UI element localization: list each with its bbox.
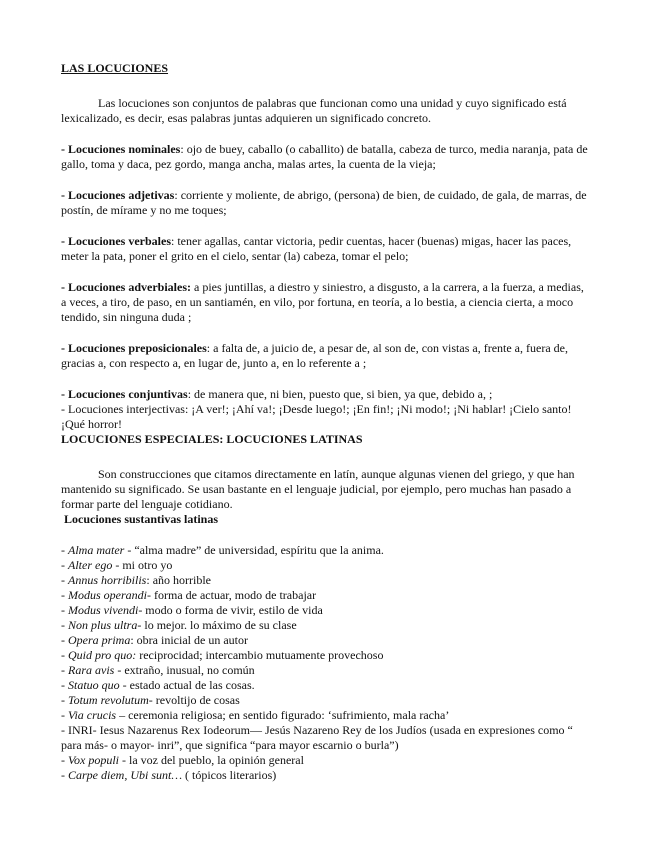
list-item: [61, 588, 591, 603]
category-label: Locuciones conjuntivas: [68, 387, 188, 401]
latin-term: Via crucis: [68, 708, 117, 722]
latin-meaning: – ceremonia religiosa; en sentido figurado: ‘sufrimiento, mala racha’: [116, 708, 450, 722]
list-dash: -: [61, 693, 68, 707]
latin-term: Alma mater: [68, 543, 125, 557]
list-dash: -: [61, 558, 68, 572]
latin-meaning: ( tópicos literarios): [182, 768, 277, 782]
latin-meaning: - “alma madre” de universidad, espíritu que la anima.: [124, 543, 384, 557]
latin-meaning: reciprocidad; intercambio mutuamente provechoso: [136, 648, 384, 662]
latin-term: Modus vivendi: [68, 603, 139, 617]
latin-term: Rara avis: [68, 663, 115, 677]
latin-term: Statuo quo: [68, 678, 120, 692]
category-paragraph: [61, 188, 591, 218]
list-dash: -: [61, 618, 68, 632]
category-separator: :: [187, 387, 195, 401]
list-item: [61, 678, 591, 693]
list-dash: -: [61, 543, 68, 557]
list-dash: -: [61, 753, 68, 767]
list-dash: -: [61, 633, 68, 647]
category-paragraph: [61, 341, 591, 371]
list-item: [61, 603, 591, 618]
category-list: [61, 142, 591, 402]
list-item: [61, 648, 591, 663]
intro-paragraph: Las locuciones son conjuntos de palabras que funcionan como una unidad y cuyo significado está lexicalizado, es decir, esas palabras juntas adquieren un significado concreto.: [61, 96, 567, 125]
list-dash: -: [61, 573, 68, 587]
list-dash: -: [61, 588, 68, 602]
latin-intro-paragraph: Son construcciones que citamos directamente en latín, aunque algunas vienen del griego, y que han mantenido su significado. Se usan bastante en el lenguaje judicial, por ejemplo, pero muchas han pasado a formar parte del lenguaje cotidiano.: [61, 467, 575, 511]
list-dash: -: [61, 603, 68, 617]
latin-term: Quid pro quo:: [68, 648, 137, 662]
category-dash: -: [61, 341, 68, 355]
list-dash: -: [61, 678, 68, 692]
category-dash: -: [61, 234, 68, 248]
list-dash: -: [61, 723, 68, 737]
subsection-heading: Locuciones sustantivas latinas: [64, 512, 219, 526]
latin-term: Vox populi: [68, 753, 119, 767]
latin-meaning: - revoltijo de cosas: [148, 693, 240, 707]
document-body: [61, 61, 591, 783]
page-title: LAS LOCUCIONES: [61, 61, 169, 75]
category-label: Locuciones preposicionales: [68, 341, 207, 355]
category-dash: -: [61, 188, 68, 202]
category-label: Locuciones nominales: [68, 142, 181, 156]
latin-term: Modus operandi: [68, 588, 147, 602]
category-separator: :: [206, 341, 214, 355]
interjections-paragraph: - Locuciones interjectivas: ¡A ver!; ¡Ahí va!; ¡Desde luego!; ¡En fin!; ¡Ni modo!; ¡Ni hablar! ¡Cielo santo! ¡Qué horror!: [61, 402, 572, 431]
list-item: [61, 618, 591, 633]
list-item: [61, 573, 591, 588]
list-item: [61, 753, 591, 768]
category-dash: -: [61, 142, 68, 156]
list-item: [61, 768, 591, 783]
latin-meaning: - lo mejor. lo máximo de su clase: [137, 618, 297, 632]
list-dash: -: [61, 663, 68, 677]
category-text: tener agallas, cantar victoria, pedir cuentas, hacer (buenas) migas, hacer las paces, meter la pata, poner el grito en el cielo, sentar (la) cabeza, tomar el pelo;: [61, 234, 572, 263]
list-dash: -: [61, 768, 68, 782]
category-text: a pies juntillas, a diestro y siniestro, a disgusto, a la carrera, a la fuerza, a medias, a veces, a tiro, de paso, en un santiamén, en vilo, por fortuna, en teoría, a lo bestia, a ciencia cierta, a moco tendido, sin ninguna duda ;: [61, 280, 584, 324]
list-item: [61, 723, 591, 753]
list-item: [61, 633, 591, 648]
latin-term: Non plus ultra: [68, 618, 138, 632]
category-separator: :: [180, 142, 187, 156]
category-text: ojo de buey, caballo (o caballito) de batalla, cabeza de turco, media naranja, pata de gallo, toma y daca, pez gordo, manga ancha, malas artes, la cuenta de la vieja;: [61, 142, 588, 171]
list-item: [61, 693, 591, 708]
section-heading-latin: LOCUCIONES ESPECIALES: LOCUCIONES LATINAS: [61, 432, 363, 446]
category-label: Locuciones verbales: [68, 234, 171, 248]
latin-meaning: : obra inicial de un autor: [130, 633, 248, 647]
list-dash: -: [61, 648, 68, 662]
category-paragraph: [61, 142, 591, 172]
latin-meaning: - modo o forma de vivir, estilo de vida: [138, 603, 323, 617]
list-item: [61, 558, 591, 573]
list-item: [61, 543, 591, 558]
category-paragraph: [61, 234, 591, 264]
latin-meaning: INRI- Iesus Nazarenus Rex Iodeorum— Jesús Nazareno Rey de los Judíos (usada en expresiones como “ para más- o mayor- inri”, que significa “para mayor escarnio o burla”): [61, 723, 573, 752]
category-text: corriente y moliente, de abrigo, (persona) de bien, de cuidado, de gala, de marras, de postín, de mírame y no me toques;: [61, 188, 587, 217]
latin-list: [61, 543, 591, 783]
latin-term: Carpe diem, Ubi sunt…: [68, 768, 182, 782]
category-label: Locuciones adjetivas: [68, 188, 175, 202]
latin-meaning: - extraño, inusual, no común: [114, 663, 255, 677]
category-dash: -: [61, 280, 68, 294]
latin-term: Opera prima: [68, 633, 131, 647]
list-dash: -: [61, 708, 68, 722]
latin-meaning: - estado actual de las cosas.: [119, 678, 255, 692]
category-text: de manera que, ni bien, puesto que, si bien, ya que, debido a, ;: [194, 387, 493, 401]
category-paragraph: [61, 280, 591, 325]
category-label: Locuciones adverbiales:: [68, 280, 191, 294]
category-paragraph: [61, 387, 591, 402]
latin-meaning: : año horrible: [146, 573, 212, 587]
category-separator: :: [174, 188, 181, 202]
latin-term: Alter ego: [68, 558, 113, 572]
latin-meaning: - la voz del pueblo, la opinión general: [119, 753, 304, 767]
latin-term: Totum revolutum: [68, 693, 149, 707]
category-dash: -: [61, 387, 68, 401]
list-item: [61, 708, 591, 723]
latin-term: Annus horribilis: [68, 573, 147, 587]
category-separator: :: [171, 234, 178, 248]
latin-meaning: - forma de actuar, modo de trabajar: [147, 588, 317, 602]
list-item: [61, 663, 591, 678]
latin-meaning: - mi otro yo: [112, 558, 173, 572]
category-text: a falta de, a juicio de, a pesar de, al son de, con vistas a, frente a, fuera de, gracias a, con respecto a, en lugar de, junto a, en lo referente a ;: [61, 341, 568, 370]
